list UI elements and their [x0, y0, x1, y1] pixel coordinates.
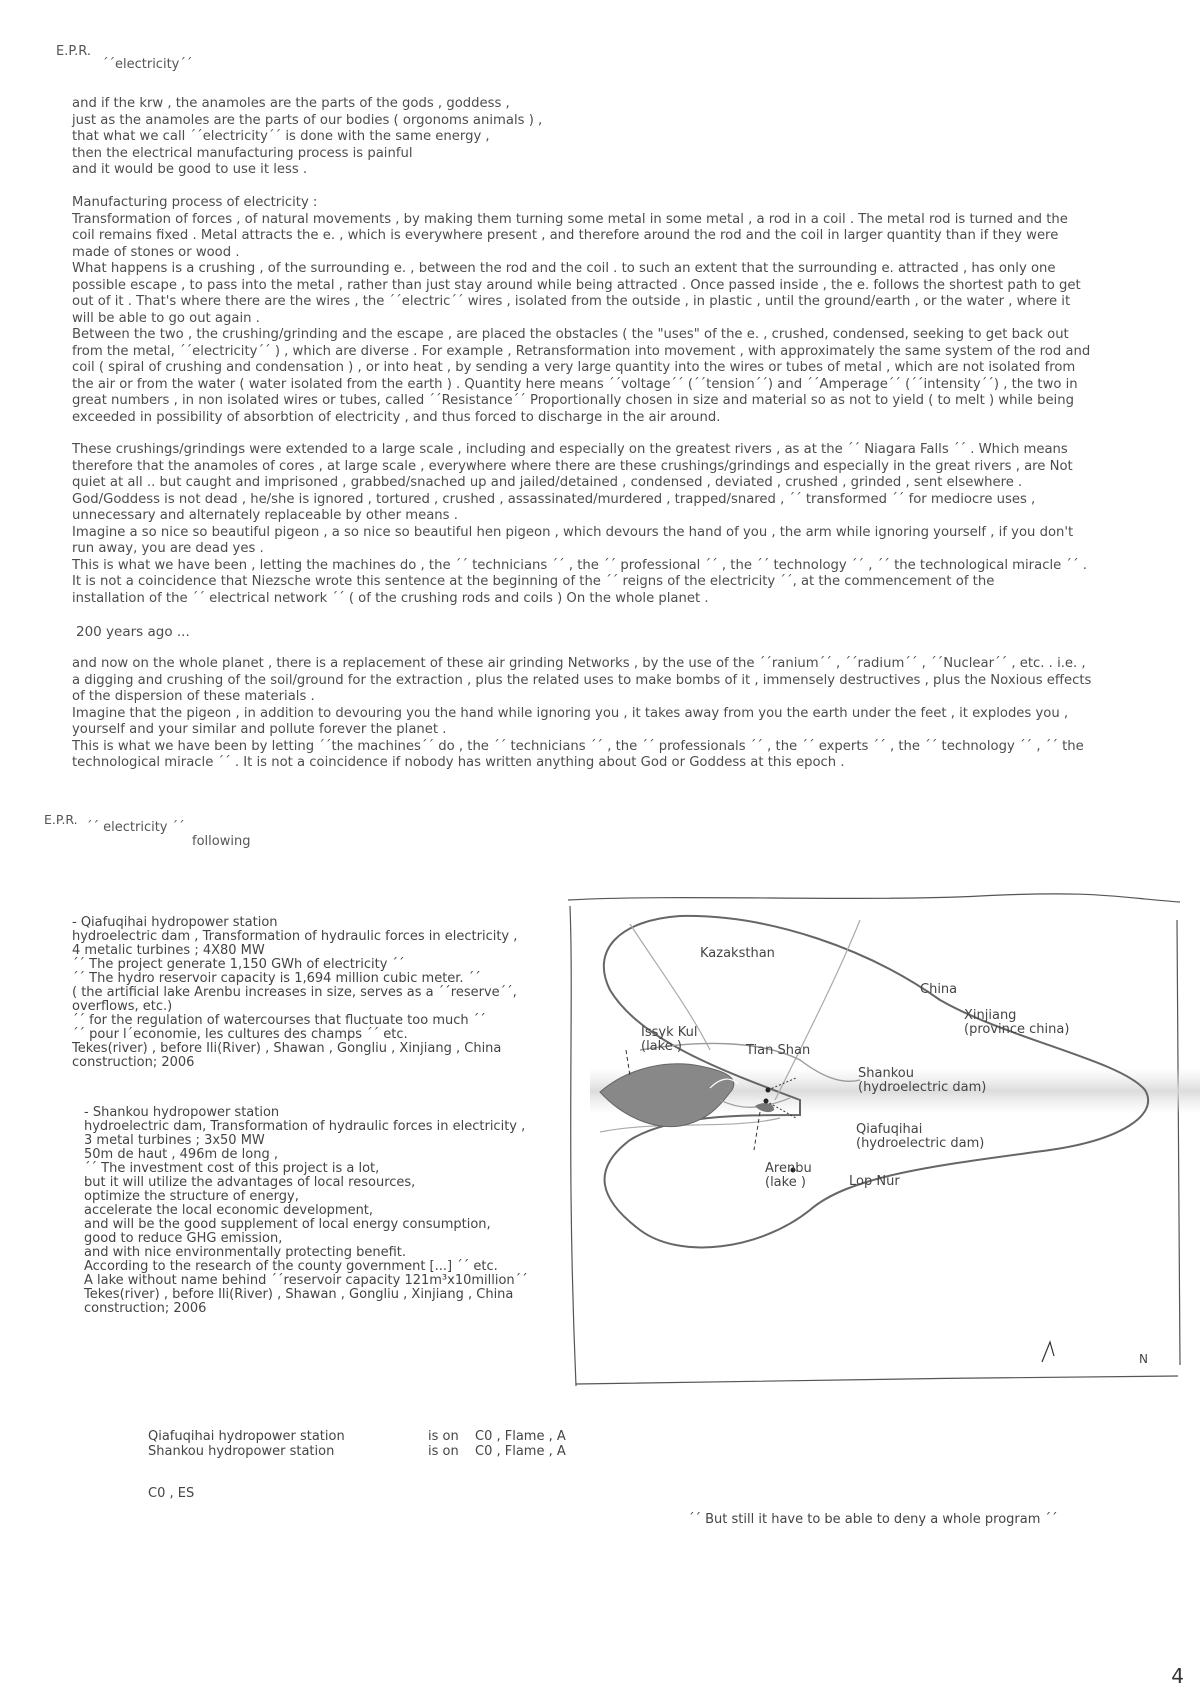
text-line: from the metal, ´´electricity´´ ) , which are diverse . For example , Retransformation into movement , with approximately the same system of the rod and: [72, 343, 1091, 359]
text-line: installation of the ´´ electrical network ´´ ( of the crushing rods and coils ) On the whole planet .: [72, 590, 709, 606]
text-line: Transformation of forces , of natural movements , by making them turning some metal in some metal , a rod in a coil . The metal rod is turned and the: [72, 211, 1068, 227]
text-line: that what we call ´´electricity´´ is done with the same energy ,: [72, 129, 490, 144]
status-name: Qiafuqihai hydropower station: [148, 1429, 345, 1444]
text-line: run away, you are dead yes .: [72, 541, 264, 556]
text-line: the air or from the water ( water isolated from the earth ) . Quantity here means ´´voltage´´ (´´tension´´) and ´´Amperage´´ (´´intensity´´) , the two in: [72, 376, 1078, 392]
text-line: These crushings/grindings were extended to a large scale , including and especially on the greatest rivers , as at the ´´ Niagara Falls ´´ . Which means: [72, 442, 1068, 457]
text-line: What happens is a crushing , of the surrounding e. , between the rod and the coil . to such an extent that the surrounding e. attracted , has only one: [72, 261, 1056, 276]
text-line: and will be the good supplement of local energy consumption,: [84, 1217, 491, 1232]
label-north: N: [1139, 1352, 1148, 1366]
text-line: a digging and crushing of the soil/ground for the extraction , plus the related uses to make bombs of it , immensely destructives , plus the Noxious effects: [72, 672, 1092, 688]
text-line: and with nice environmentally protecting benefit.: [84, 1245, 406, 1260]
text-line: but it will utilize the advantages of local resources,: [84, 1175, 416, 1190]
text-line: unnecessary and alternately replaceable by other means .: [72, 508, 458, 523]
text-line: coil ( spiral of crushing and condensation ) , or into heat , by sending a very large quantity into the wires or tubes of metal , which are not isolated from: [72, 360, 1076, 375]
text-line: quiet at all .. but caught and imprisoned , grabbed/snached up and jailed/detained , condensed , deviated , crushed , grinded , sent elsewhere .: [72, 475, 1023, 490]
text-line: construction; 2006: [84, 1301, 207, 1316]
text-line: and it would be good to use it less .: [72, 162, 308, 177]
text-line: therefore that the anamoles of cores , at large scale , everywhere where there are these crushings/grindings and especially in the great rivers , are Not: [72, 458, 1073, 474]
text-line: 3 metal turbines ; 3x50 MW: [84, 1133, 265, 1148]
header2-code: E.P.R.: [44, 812, 78, 827]
label-shankou-sub: (hydroelectric dam): [858, 1080, 987, 1095]
text-line: optimize the structure of energy,: [84, 1189, 299, 1204]
text-line: hydroelectric dam, Transformation of hydraulic forces in electricity ,: [84, 1119, 526, 1134]
text-line: Tekes(river) , before Ili(River) , Shawan , Gongliu , Xinjiang , China: [84, 1287, 514, 1302]
frame-top-line: [568, 894, 1180, 902]
closing-quote: ´´ But still it have to be able to deny a whole program ´´: [688, 1512, 1058, 1527]
frame-right-line: [1177, 920, 1180, 1365]
text-line: exceeded in possibility of absorbtion of electricity , and thus forced to discharge in the air around.: [72, 409, 721, 425]
text-line: Manufacturing process of electricity :: [72, 195, 318, 210]
status-is-on: is on: [428, 1444, 459, 1459]
text-line: technological miracle ´´ . It is not a coincidence if nobody has written anything about God or Goddess at this epoch .: [72, 755, 845, 770]
text-line: coil remains fixed . Metal attracts the e. , which is everywhere present , and therefore around the rod and the coil in larger quantity than if they were: [72, 228, 1059, 243]
label-xinjiang: Xinjiang: [964, 1008, 1017, 1023]
label-china: China: [920, 982, 958, 997]
text-line: good to reduce GHG emission,: [84, 1231, 283, 1246]
nuclear-paragraph: [72, 656, 1168, 772]
status-es: C0 , ES: [148, 1486, 195, 1501]
text-line: Imagine that the pigeon , in addition to devouring you the hand while ignoring you , it takes away from you the earth under the feet , it explodes you ,: [72, 705, 1069, 721]
text-line: - Shankou hydropower station: [84, 1105, 280, 1120]
process-paragraph: [72, 195, 1168, 426]
text-line: This is what we have been , letting the machines do , the ´´ technicians ´´ , the ´´ professional ´´ , the ´´ technology ´´ , ´´ the technological miracle ´´ .: [72, 557, 1087, 573]
north-arrow-icon: [1042, 1342, 1054, 1362]
text-line: great numbers , in non isolated wires or tubes, called ´´Resistance´´ Proportionally chosen in size and material so as not to yield ( to melt ) while being: [72, 393, 1074, 408]
status-value: C0 , Flame , A: [475, 1429, 566, 1444]
text-line: possible escape , to pass into the metal , rather than just stay around while being attracted . Once passed inside , the e. follows the shortest path to get: [72, 277, 1081, 293]
text-line: ´´ pour l´economie, les cultures des champs ´´ etc.: [72, 1027, 408, 1042]
label-tian-shan: Tian Shan: [746, 1043, 811, 1058]
text-line: 50m de haut , 496m de long ,: [84, 1147, 278, 1162]
label-arenbu: Arenbu: [765, 1161, 812, 1176]
header2-title: ´´ electricity ´´: [86, 820, 185, 835]
text-line: will be able to go out again .: [72, 310, 260, 326]
text-line: out of it . That's where there are the wires , the ´´electric´´ wires , isolated from the outside , in plastic , until the ground/earth , or the water , where it: [72, 294, 1071, 309]
text-line: - Qiafuqihai hydropower station: [72, 915, 278, 930]
frame-left-line: [570, 906, 576, 1386]
text-line: just as the anamoles are the parts of our bodies ( orgonoms animals ) ,: [72, 112, 543, 128]
text-line: and if the krw , the anamoles are the parts of the gods , goddess ,: [72, 96, 510, 111]
text-line: 4 metalic turbines ; 4X80 MW: [72, 943, 265, 958]
header-code: E.P.R.: [56, 44, 91, 59]
label-arenbu-sub: (lake ): [765, 1175, 806, 1190]
text-line: Between the two , the crushing/grinding and the escape , are placed the obstacles ( the "uses" of the e. , crushed, condensed, seeking to get back out: [72, 327, 1069, 342]
text-line: According to the research of the county government [...] ´´ etc.: [84, 1259, 498, 1274]
text-line: ´´ The project generate 1,150 GWh of electricity ´´: [72, 957, 405, 972]
label-lop-nur: Lop Nur: [849, 1174, 900, 1189]
text-line: accelerate the local economic development,: [84, 1203, 374, 1218]
text-line: ´´ The hydro reservoir capacity is 1,694 million cubic meter. ´´: [72, 971, 481, 986]
shankou-description: [84, 1106, 528, 1316]
text-line: construction; 2006: [72, 1055, 195, 1070]
text-line: ( the artificial lake Arenbu increases in size, serves as a ´´reserve´´,: [72, 985, 517, 1000]
years-ago-line: 200 years ago ...: [76, 624, 190, 640]
intro-paragraph: [72, 96, 1168, 179]
qiafuqihai-description: [72, 916, 517, 1070]
text-line: yourself and your similar and pollute forever the planet .: [72, 722, 447, 737]
text-line: hydroelectric dam , Transformation of hydraulic forces in electricity ,: [72, 929, 518, 944]
text-line: of the dispersion of these materials .: [72, 689, 315, 704]
text-line: It is not a coincidence that Niezsche wrote this sentence at the beginning of the ´´ reigns of the electricity ´´, at the commencement of the: [72, 574, 995, 589]
status-is-on: is on: [428, 1429, 459, 1444]
text-line: made of stones or wood .: [72, 244, 240, 260]
label-qiafuqihai-sub: (hydroelectric dam): [856, 1136, 985, 1151]
label-shankou: Shankou: [858, 1066, 914, 1081]
leader-line: [754, 1112, 760, 1150]
text-line: and now on the whole planet , there is a replacement of these air grinding Networks , by the use of the ´´ranium´´ , ´´radium´´ , ´´Nuclear´´ , etc. . i.e. ,: [72, 656, 1086, 671]
text-line: God/Goddess is not dead , he/she is ignored , tortured , crushed , assassinated/murdered , trapped/snared , ´´ transformed ´´ for mediocre uses ,: [72, 491, 1036, 507]
label-issyk-kul: Issyk Kul: [641, 1025, 698, 1040]
label-qiafuqihai: Qiafuqihai: [856, 1122, 923, 1137]
header-title: ´´electricity´´: [102, 57, 193, 72]
crushing-paragraph: [72, 442, 1168, 607]
text-line: overflows, etc.): [72, 999, 173, 1014]
page-number: 4: [1171, 1664, 1184, 1688]
status-name: Shankou hydropower station: [148, 1444, 335, 1459]
text-line: ´´ The investment cost of this project is a lot,: [84, 1161, 380, 1176]
text-line: A lake without name behind ´´reservoir capacity 121m³x10million´´: [84, 1273, 528, 1288]
label-kazakhstan: Kazaksthan: [700, 946, 775, 961]
text-line: then the electrical manufacturing process is painful: [72, 145, 413, 161]
header2-subtitle: following: [192, 834, 251, 849]
text-line: ´´ for the regulation of watercourses that fluctuate too much ´´: [72, 1013, 486, 1028]
status-value: C0 , Flame , A: [475, 1444, 566, 1459]
text-line: This is what we have been by letting ´´the machines´´ do , the ´´ technicians ´´ , the ´´ professionals ´´ , the ´´ experts ´´ , the ´´ technology ´´ , ´´ the: [72, 738, 1084, 754]
label-xinjiang-sub: (province china): [964, 1022, 1070, 1037]
text-line: Imagine a so nice so beautiful pigeon , a so nice so beautiful hen pigeon , which devours the hand of you , the arm while ignoring yourself , if you don't: [72, 524, 1074, 540]
text-line: Tekes(river) , before Ili(River) , Shawan , Gongliu , Xinjiang , China: [72, 1041, 502, 1056]
frame-bottom-line: [576, 1376, 1178, 1384]
label-issyk-kul-sub: (lake ): [641, 1039, 682, 1054]
